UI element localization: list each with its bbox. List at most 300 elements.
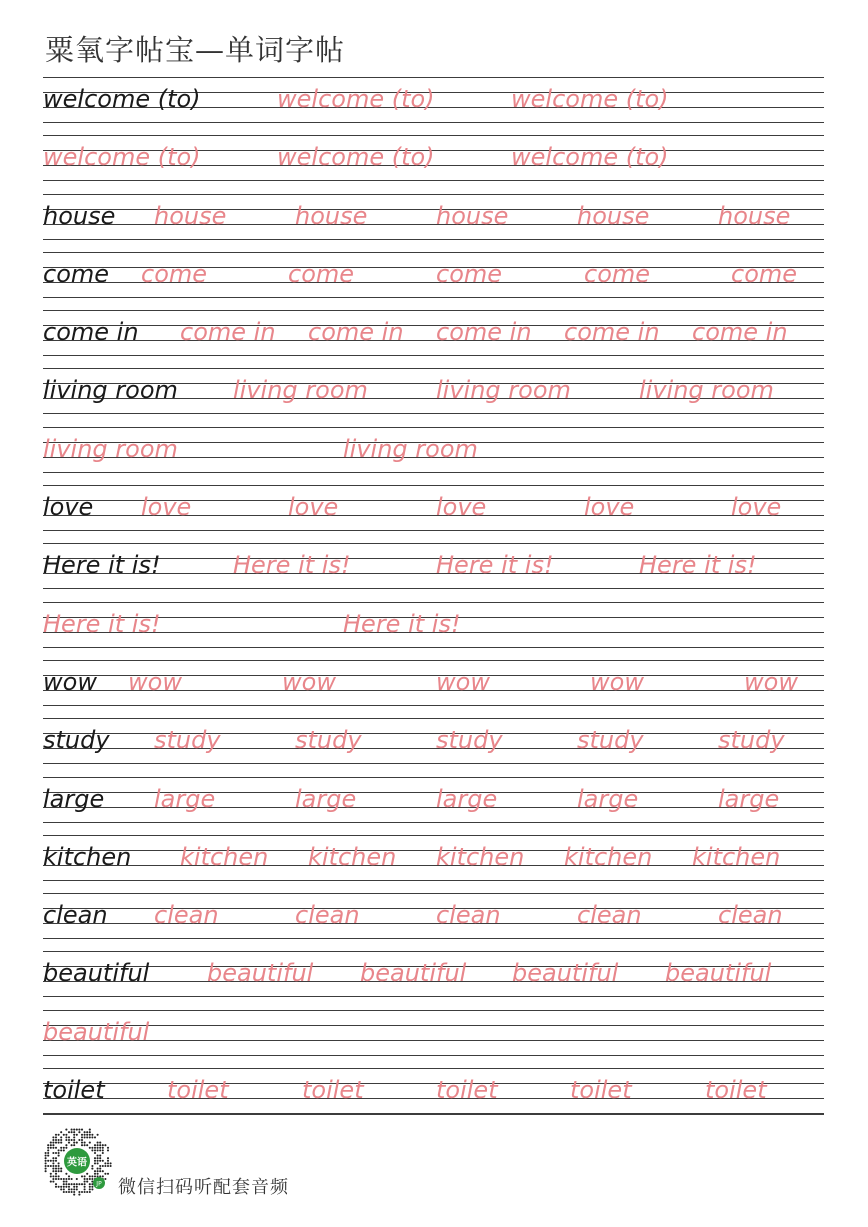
trace-word: toilet [167, 1076, 229, 1105]
rule-line [43, 310, 824, 311]
rule-line [43, 413, 824, 414]
qr-dot [107, 1173, 109, 1175]
rule-line [43, 122, 824, 123]
trace-word: beautiful [512, 959, 619, 988]
qr-dot [55, 1173, 57, 1175]
qr-dot [89, 1131, 91, 1133]
model-word: come [43, 259, 110, 288]
qr-dot [60, 1139, 62, 1141]
trace-word: come in [308, 318, 404, 347]
qr-dot [47, 1149, 49, 1151]
rule-line [43, 893, 824, 894]
qr-dot [73, 1144, 75, 1146]
rule-line [43, 472, 824, 473]
practice-row [43, 893, 824, 951]
qr-dot [84, 1191, 86, 1193]
qr-dot [99, 1147, 101, 1149]
rule-line [43, 1040, 824, 1041]
trace-word: love [436, 493, 487, 522]
qr-dot [52, 1162, 54, 1164]
qr-dot [91, 1134, 93, 1136]
qr-dot [52, 1165, 54, 1167]
qr-dot [50, 1144, 52, 1146]
trace-word: living room [343, 434, 478, 463]
trace-word: come [288, 259, 355, 288]
qr-dot [71, 1144, 73, 1146]
qr-dot [78, 1129, 80, 1131]
qr-dot [60, 1168, 62, 1170]
trace-word: love [584, 493, 635, 522]
qr-dot [89, 1191, 91, 1193]
qr-dot [52, 1152, 54, 1154]
qr-badge-label: 英语 [67, 1157, 87, 1169]
qr-dot [63, 1181, 65, 1183]
qr-dot [78, 1131, 80, 1133]
qr-dot [73, 1188, 75, 1190]
qr-dot [63, 1178, 65, 1180]
rule-line [43, 485, 824, 486]
trace-word: large [436, 784, 498, 813]
qr-dot [91, 1149, 93, 1151]
trace-word: come [141, 259, 208, 288]
qr-dot [84, 1186, 86, 1188]
practice-row [43, 1068, 824, 1126]
qr-dot [76, 1188, 78, 1190]
qr-dot [55, 1168, 57, 1170]
qr-dot [91, 1188, 93, 1190]
practice-row [43, 427, 824, 485]
qr-dot [50, 1165, 52, 1167]
qr-dot [81, 1139, 83, 1141]
qr-dot [47, 1160, 49, 1162]
trace-word: come in [180, 318, 276, 347]
qr-dot [60, 1178, 62, 1180]
trace-word: kitchen [564, 842, 653, 871]
qr-dot [84, 1142, 86, 1144]
qr-dot [78, 1194, 80, 1196]
qr-dot [52, 1157, 54, 1159]
trace-word: wow [436, 667, 490, 696]
qr-dot [47, 1155, 49, 1157]
qr-code-icon[interactable] [42, 1126, 112, 1196]
qr-dot [102, 1147, 104, 1149]
qr-dot [45, 1157, 47, 1159]
qr-dot [107, 1149, 109, 1151]
qr-dot [68, 1131, 70, 1133]
qr-dot [91, 1178, 93, 1180]
qr-dot [94, 1152, 96, 1154]
trace-word: beautiful [43, 1017, 150, 1046]
qr-dot [81, 1175, 83, 1177]
practice-row [43, 485, 824, 543]
rule-line [43, 1055, 824, 1056]
qr-dot [104, 1165, 106, 1167]
qr-dot [73, 1136, 75, 1138]
qr-dot [102, 1160, 104, 1162]
qr-dot [60, 1170, 62, 1172]
qr-dot [58, 1178, 60, 1180]
model-word: clean [43, 901, 108, 930]
qr-dot [58, 1149, 60, 1151]
model-word: living room [43, 376, 178, 405]
qr-dot [65, 1186, 67, 1188]
trace-word: beautiful [360, 959, 467, 988]
qr-dot [81, 1144, 83, 1146]
trace-word: wow [282, 667, 336, 696]
practice-row [43, 194, 824, 252]
qr-dot [104, 1173, 106, 1175]
trace-word: large [154, 784, 216, 813]
trace-word: love [141, 493, 192, 522]
qr-dot [73, 1134, 75, 1136]
qr-dot [73, 1139, 75, 1141]
qr-dot [89, 1186, 91, 1188]
rule-line [43, 938, 824, 939]
rule-line [43, 1025, 824, 1026]
qr-dot [99, 1168, 101, 1170]
qr-dot [86, 1136, 88, 1138]
qr-dot [73, 1183, 75, 1185]
rule-line [43, 718, 824, 719]
qr-dot [94, 1136, 96, 1138]
qr-dot [99, 1142, 101, 1144]
qr-dot [107, 1157, 109, 1159]
qr-dot [68, 1188, 70, 1190]
trace-word: kitchen [692, 842, 781, 871]
bottom-rule-line [43, 1114, 824, 1115]
qr-dot [97, 1173, 99, 1175]
qr-dot [102, 1149, 104, 1151]
qr-dot [102, 1170, 104, 1172]
qr-dot [50, 1142, 52, 1144]
qr-dot [52, 1181, 54, 1183]
rule-line [43, 543, 824, 544]
qr-dot [97, 1160, 99, 1162]
qr-dot [65, 1136, 67, 1138]
model-word: beautiful [43, 959, 150, 988]
qr-dot [84, 1175, 86, 1177]
qr-dot [68, 1186, 70, 1188]
practice-row [43, 543, 824, 601]
rule-line [43, 996, 824, 997]
qr-dot [102, 1175, 104, 1177]
qr-dot [107, 1162, 109, 1164]
qr-dot [68, 1191, 70, 1193]
rule-line [43, 602, 824, 603]
qr-dot [89, 1178, 91, 1180]
trace-word: welcome (to) [511, 85, 669, 113]
trace-word: welcome (to) [43, 143, 201, 172]
qr-dot [94, 1162, 96, 1164]
qr-dot [73, 1191, 75, 1193]
qr-dot [45, 1170, 47, 1172]
practice-row [43, 135, 824, 193]
qr-dot [65, 1178, 67, 1180]
trace-word: kitchen [180, 842, 269, 871]
qr-dot [52, 1142, 54, 1144]
qr-dot [55, 1170, 57, 1172]
qr-dot [84, 1134, 86, 1136]
qr-dot [73, 1194, 75, 1196]
trace-word: living room [233, 376, 368, 405]
qr-dot [58, 1134, 60, 1136]
qr-dot [50, 1147, 52, 1149]
qr-dot [81, 1191, 83, 1193]
trace-word: toilet [436, 1076, 498, 1105]
rule-line [43, 588, 824, 589]
rule-line [43, 77, 824, 78]
rule-line [43, 1010, 824, 1011]
qr-dot [107, 1160, 109, 1162]
qr-dot [52, 1178, 54, 1180]
qr-dot [86, 1173, 88, 1175]
qr-dot [97, 1157, 99, 1159]
qr-dot [102, 1144, 104, 1146]
model-word: love [43, 493, 94, 522]
qr-dot [97, 1147, 99, 1149]
qr-dot [58, 1170, 60, 1172]
qr-dot [89, 1136, 91, 1138]
qr-dot [45, 1160, 47, 1162]
qr-dot [94, 1149, 96, 1151]
rule-line [43, 835, 824, 836]
qr-dot [52, 1136, 54, 1138]
qr-dot [76, 1183, 78, 1185]
qr-dot [63, 1147, 65, 1149]
trace-word: toilet [705, 1076, 767, 1105]
qr-dot [81, 1134, 83, 1136]
trace-word: study [718, 726, 785, 755]
qr-dot [91, 1168, 93, 1170]
practice-row [43, 368, 824, 426]
practice-row [43, 835, 824, 893]
model-word: welcome (to) [43, 85, 201, 113]
qr-dot [65, 1144, 67, 1146]
qr-dot [71, 1129, 73, 1131]
rule-line [43, 822, 824, 823]
qr-dot [55, 1147, 57, 1149]
qr-dot [60, 1149, 62, 1151]
trace-word: come [584, 259, 651, 288]
qr-dot [81, 1142, 83, 1144]
qr-dot [99, 1165, 101, 1167]
qr-dot [71, 1178, 73, 1180]
qr-dot [110, 1162, 112, 1164]
model-word: house [43, 201, 116, 230]
qr-dot [91, 1186, 93, 1188]
trace-word: come [436, 259, 503, 288]
model-word: large [43, 784, 105, 813]
model-word: toilet [43, 1076, 105, 1105]
qr-dot [60, 1131, 62, 1133]
qr-dot [71, 1139, 73, 1141]
qr-dot [84, 1144, 86, 1146]
qr-dot [99, 1149, 101, 1151]
model-word: kitchen [43, 842, 132, 871]
qr-dot [73, 1186, 75, 1188]
qr-dot [58, 1155, 60, 1157]
qr-dot [86, 1131, 88, 1133]
trace-word: large [295, 784, 357, 813]
qr-dot [47, 1152, 49, 1154]
qr-dot [52, 1160, 54, 1162]
qr-dot [65, 1183, 67, 1185]
qr-dot [76, 1142, 78, 1144]
qr-dot [58, 1162, 60, 1164]
qr-dot [84, 1178, 86, 1180]
qr-dot [55, 1183, 57, 1185]
trace-word: love [731, 493, 782, 522]
qr-dot [97, 1149, 99, 1151]
qr-corner-label: JP [96, 1180, 102, 1188]
qr-dot [58, 1186, 60, 1188]
qr-dot [63, 1149, 65, 1151]
trace-word: study [436, 726, 503, 755]
qr-dot [45, 1155, 47, 1157]
qr-dot [91, 1147, 93, 1149]
qr-dot [81, 1136, 83, 1138]
trace-word: house [718, 201, 791, 230]
qr-dot [52, 1144, 54, 1146]
qr-dot [55, 1136, 57, 1138]
rule-line [43, 763, 824, 764]
qr-dot [78, 1191, 80, 1193]
qr-dot [94, 1173, 96, 1175]
qr-dot [86, 1144, 88, 1146]
qr-dot [91, 1165, 93, 1167]
trace-word: clean [295, 901, 360, 930]
qr-dot [60, 1147, 62, 1149]
trace-word: Here it is! [43, 609, 161, 638]
qr-dot [55, 1175, 57, 1177]
qr-dot [65, 1181, 67, 1183]
trace-word: love [288, 493, 339, 522]
rule-line [43, 1068, 824, 1069]
qr-dot [104, 1162, 106, 1164]
qr-dot [86, 1181, 88, 1183]
practice-row [43, 310, 824, 368]
qr-dot [60, 1142, 62, 1144]
qr-dot [89, 1134, 91, 1136]
model-word: wow [43, 667, 97, 696]
rule-line [43, 297, 824, 298]
qr-dot [71, 1188, 73, 1190]
qr-dot [94, 1157, 96, 1159]
trace-word: toilet [570, 1076, 632, 1105]
qr-dot [63, 1191, 65, 1193]
qr-dot [65, 1173, 67, 1175]
qr-dot [55, 1139, 57, 1141]
trace-word: come in [564, 318, 660, 347]
qr-dot [81, 1129, 83, 1131]
qr-dot [78, 1183, 80, 1185]
qr-dot [52, 1170, 54, 1172]
qr-dot [50, 1181, 52, 1183]
rule-line [43, 252, 824, 253]
trace-word: Here it is! [639, 551, 757, 580]
qr-dot [104, 1144, 106, 1146]
rule-line [43, 135, 824, 136]
qr-dot [94, 1170, 96, 1172]
qr-dot [45, 1162, 47, 1164]
trace-word: Here it is! [343, 609, 461, 638]
qr-dot [99, 1170, 101, 1172]
qr-dot [99, 1144, 101, 1146]
trace-word: welcome (to) [277, 143, 435, 172]
qr-dot [78, 1139, 80, 1141]
qr-dot [68, 1142, 70, 1144]
qr-dot [89, 1175, 91, 1177]
qr-dot [50, 1173, 52, 1175]
rule-line [43, 180, 824, 181]
qr-dot [73, 1129, 75, 1131]
rule-line [43, 951, 824, 952]
qr-dot [68, 1178, 70, 1180]
rule-line [43, 530, 824, 531]
qr-dot [52, 1139, 54, 1141]
qr-dot [58, 1152, 60, 1154]
qr-dot [86, 1191, 88, 1193]
rule-line [43, 777, 824, 778]
qr-dot [68, 1183, 70, 1185]
qr-dot [76, 1129, 78, 1131]
qr-dot [86, 1134, 88, 1136]
qr-dot [65, 1191, 67, 1193]
trace-word: living room [436, 376, 571, 405]
model-word: study [43, 726, 110, 755]
qr-dot [60, 1186, 62, 1188]
qr-dot [94, 1144, 96, 1146]
footer [42, 1126, 442, 1202]
qr-dot [47, 1144, 49, 1146]
trace-word: study [295, 726, 362, 755]
qr-dot [55, 1152, 57, 1154]
trace-word: come in [436, 318, 532, 347]
qr-dot [45, 1152, 47, 1154]
qr-dot [52, 1168, 54, 1170]
qr-dot [99, 1157, 101, 1159]
trace-word: clean [577, 901, 642, 930]
qr-dot [97, 1144, 99, 1146]
trace-word: kitchen [308, 842, 397, 871]
qr-dot [55, 1178, 57, 1180]
model-word: Here it is! [43, 551, 161, 580]
practice-sheet [43, 77, 824, 1126]
practice-row [43, 1010, 824, 1068]
trace-word: kitchen [436, 842, 525, 871]
qr-dot [84, 1131, 86, 1133]
qr-dot [55, 1165, 57, 1167]
qr-dot [91, 1175, 93, 1177]
qr-dot [97, 1155, 99, 1157]
qr-dot [104, 1178, 106, 1180]
qr-dot [58, 1142, 60, 1144]
qr-dot [107, 1147, 109, 1149]
qr-dot [81, 1183, 83, 1185]
rule-line [43, 368, 824, 369]
qr-dot [89, 1142, 91, 1144]
qr-dot [52, 1147, 54, 1149]
trace-word: living room [639, 376, 774, 405]
qr-dot [58, 1168, 60, 1170]
qr-dot [84, 1136, 86, 1138]
trace-word: clean [436, 901, 501, 930]
practice-row [43, 77, 824, 135]
qr-dot [89, 1183, 91, 1185]
practice-row [43, 602, 824, 660]
rule-line [43, 880, 824, 881]
qr-dot [94, 1147, 96, 1149]
